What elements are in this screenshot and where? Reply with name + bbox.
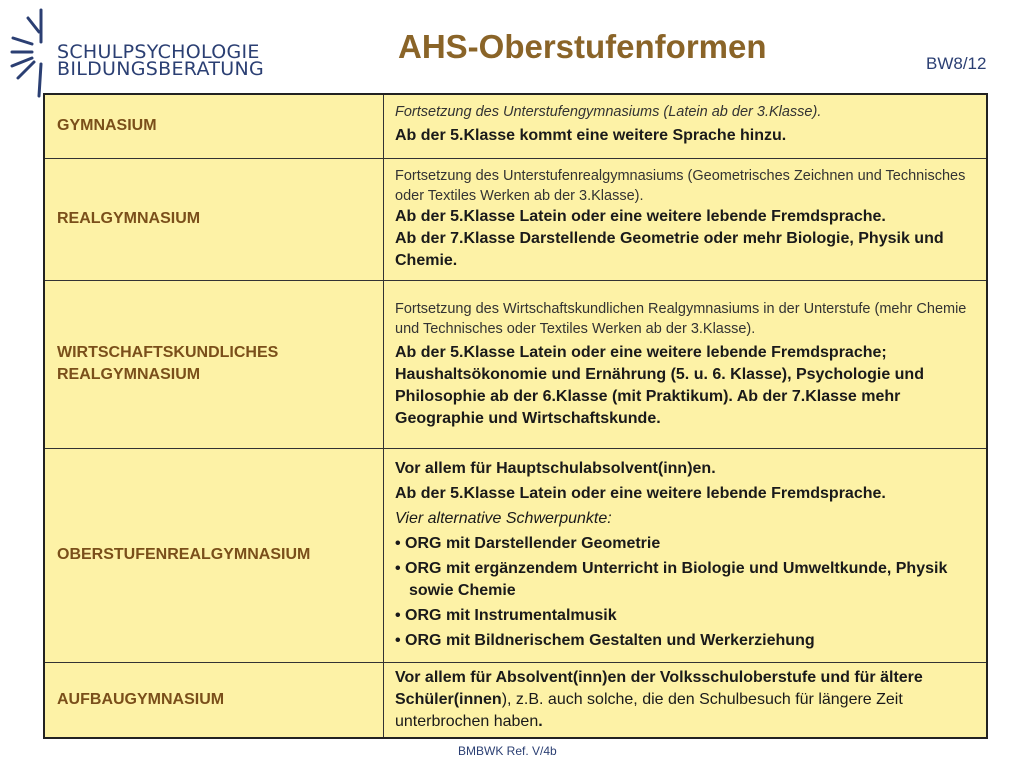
logo-line-1: SCHULPSYCHOLOGIE bbox=[57, 41, 260, 63]
description-normal: ), z.B. auch solche, die den Schulbesuch für längere Zeit unterbrochen haben bbox=[395, 690, 903, 730]
description-line: Fortsetzung des Wirtschaftskundlichen Realgymnasiums in der Unterstufe (mehr Chemie und Technisches oder Textiles Werken ab der 3.Klasse). bbox=[395, 300, 967, 337]
description-line: Vier alternative Schwerpunkte: bbox=[395, 510, 612, 527]
description-line: Fortsetzung des Unterstufenrealgymnasiums (Geometrisches Zeichnen und Technisches oder Textiles Werken ab der 3.Klasse). bbox=[395, 168, 966, 204]
list-item: • ORG mit Instrumentalmusik bbox=[395, 605, 974, 627]
list-item: • ORG mit Darstellender Geometrie bbox=[395, 533, 974, 555]
description-bold: Vor allem für Absolvent(inn)en der Volksschuloberstufe und für ältere Schüler(innen bbox=[395, 668, 923, 708]
list-item: • ORG mit ergänzendem Unterricht in Biologie und Umweltkunde, Physik sowie Chemie bbox=[395, 558, 974, 602]
slide-number: BW8/12 bbox=[926, 54, 987, 73]
school-type-description bbox=[384, 280, 988, 448]
school-type-name: REALGYMNASIUM bbox=[44, 158, 384, 280]
footer-text: BMBWK Ref. V/4b bbox=[458, 744, 557, 758]
school-type-description bbox=[384, 448, 988, 662]
school-type-name: AUFBAUGYMNASIUM bbox=[44, 662, 384, 738]
table-row bbox=[44, 158, 987, 280]
page-title: AHS-Oberstufenformen bbox=[398, 28, 767, 65]
description-line: Ab der 5.Klasse Latein oder eine weitere lebende Fremdsprache. bbox=[395, 208, 886, 225]
school-type-name: WIRTSCHAFTSKUNDLICHES REALGYMNASIUM bbox=[44, 280, 384, 448]
description-line: Ab der 5.Klasse Latein oder eine weitere lebende Fremdsprache; Haushaltsökonomie und Ernährung (5. u. 6. Klasse), Psychologie und Philosophie ab der 6.Klasse (mit Praktikum). Ab der 7.Klasse mehr Geographie und Wirtschaftskunde. bbox=[395, 343, 924, 427]
table-row bbox=[44, 280, 987, 448]
table-row bbox=[44, 662, 987, 738]
school-types-table bbox=[43, 93, 988, 739]
table-row bbox=[44, 448, 987, 662]
logo-line-2: BILDUNGSBERATUNG bbox=[57, 58, 264, 80]
description-line: Fortsetzung des Unterstufengymnasiums (Latein ab der 3.Klasse). bbox=[395, 104, 822, 121]
description-end: . bbox=[538, 712, 543, 730]
school-type-description bbox=[384, 158, 988, 280]
logo-mark-icon bbox=[6, 8, 54, 98]
table-row bbox=[44, 94, 987, 158]
description-line: Ab der 5.Klasse kommt eine weitere Sprache hinzu. bbox=[395, 127, 787, 145]
description-line: Vor allem für Hauptschulabsolvent(inn)en. bbox=[395, 460, 716, 477]
school-type-name: GYMNASIUM bbox=[44, 94, 384, 158]
school-type-description bbox=[384, 94, 988, 158]
school-type-name: OBERSTUFENREALGYMNASIUM bbox=[44, 448, 384, 662]
school-type-description bbox=[384, 662, 988, 738]
description-line: Ab der 5.Klasse Latein oder eine weitere lebende Fremdsprache. bbox=[395, 485, 886, 502]
list-item: • ORG mit Bildnerischem Gestalten und Werkerziehung bbox=[395, 630, 974, 652]
description-line: Ab der 7.Klasse Darstellende Geometrie oder mehr Biologie, Physik und Chemie. bbox=[395, 230, 944, 269]
logo bbox=[6, 8, 264, 98]
